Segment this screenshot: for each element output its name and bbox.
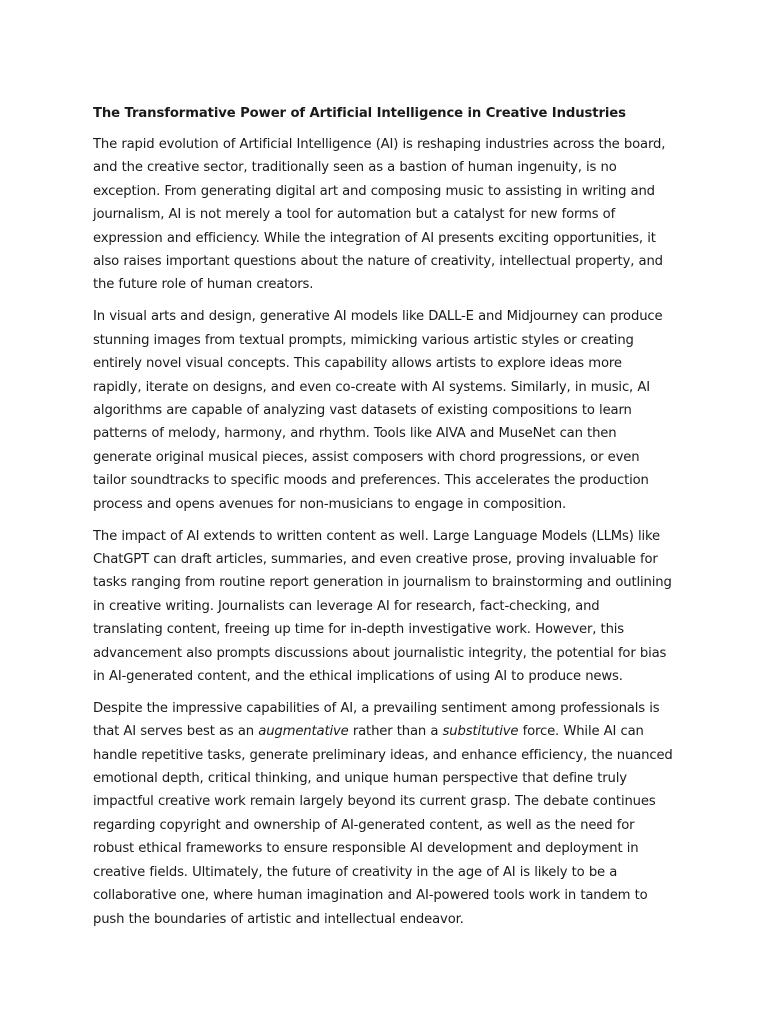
paragraph-written-content: The impact of AI extends to written content as well. Large Language Models (LLMs) like ChatGPT can draft articles, summaries, and even creative prose, proving invaluable for tasks ranging from routine report generation in journalism to brainstorming and outlining in creative writing. Journalists can leverage AI for research, fact-checking, and translating content, freeing up time for in-depth investigative work. However, this advancement also prompts discussions about journalistic integrity, the potential for bias in AI-generated content, and the ethical implications of using AI to produce news. bbox=[93, 528, 672, 684]
conclusion-text-part-3: force. While AI can handle repetitive tasks, generate preliminary ideas, and enhance efficiency, the nuanced emotional depth, critical thinking, and unique human perspective that define truly impactful creative work remain largely beyond its current grasp. The debate continues regarding copyright and ownership of AI-generated content, as well as the need for robust ethical frameworks to ensure responsible AI development and deployment in creative fields. Ultimately, the future of creativity in the age of AI is likely to be a collaborative one, where human imagination and AI-powered tools work in tandem to push the boundaries of artistic and intellectual endeavor. bbox=[93, 724, 673, 927]
conclusion-text-part-1: Despite the impressive capabilities of AI, a prevailing sentiment among professionals is that AI serves best as an bbox=[93, 700, 660, 740]
document-title: The Transformative Power of Artificial Intelligence in Creative Industries bbox=[93, 106, 626, 121]
emphasis-substitutive: substitutive bbox=[442, 724, 519, 740]
emphasis-augmentative: augmentative bbox=[258, 724, 349, 740]
document-page bbox=[93, 104, 673, 939]
paragraph-intro: The rapid evolution of Artificial Intelligence (AI) is reshaping industries across the board, and the creative sector, traditionally seen as a bastion of human ingenuity, is no exception. From generating digital art and composing music to assisting in writing and journalism, AI is not merely a tool for automation but a catalyst for new forms of expression and efficiency. While the integration of AI presents exciting opportunities, it also raises important questions about the nature of creativity, intellectual property, and the future role of human creators. bbox=[93, 137, 666, 293]
conclusion-text-part-2: rather than a bbox=[348, 724, 443, 740]
paragraph-conclusion bbox=[93, 697, 673, 931]
paragraph-visual-arts-music: In visual arts and design, generative AI models like DALL-E and Midjourney can produce stunning images from textual prompts, mimicking various artistic styles or creating entirely novel visual concepts. This capability allows artists to explore ideas more rapidly, iterate on designs, and even co-create with AI systems. Similarly, in music, AI algorithms are capable of analyzing vast datasets of existing compositions to learn patterns of melody, harmony, and rhythm. Tools like AIVA and MuseNet can then generate original musical pieces, assist composers with chord progressions, or even tailor soundtracks to specific moods and preferences. This accelerates the production process and opens avenues for non-musicians to engage in composition. bbox=[93, 309, 663, 512]
